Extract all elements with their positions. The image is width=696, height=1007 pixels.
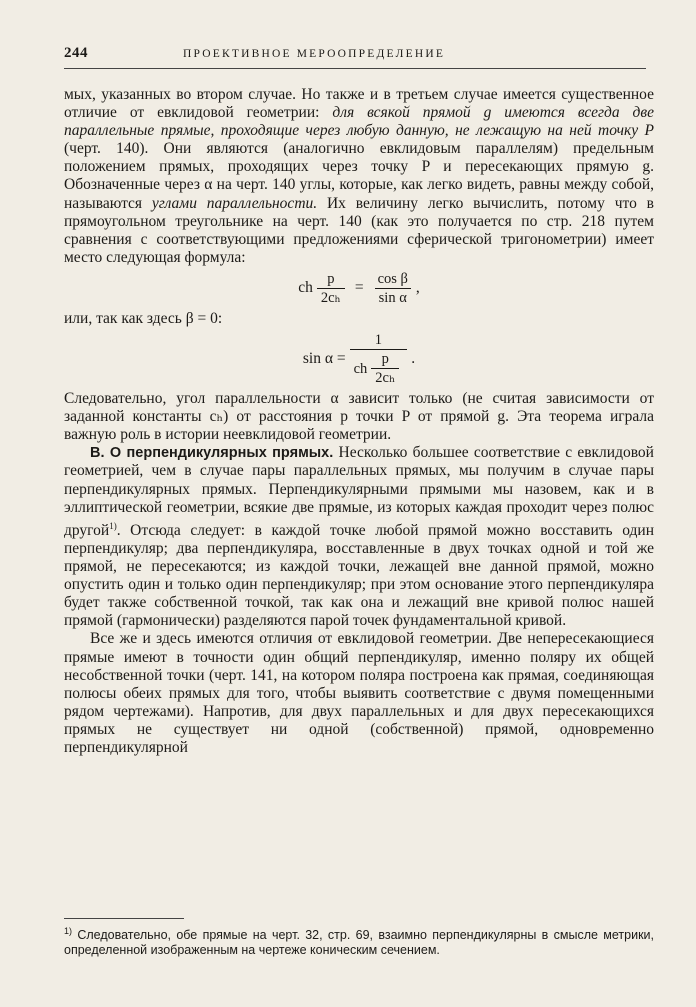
running-head: ПРОЕКТИВНОЕ МЕРООПРЕДЕЛЕНИЕ bbox=[183, 48, 446, 60]
footnote-marker: 1) bbox=[109, 520, 117, 531]
page-header bbox=[64, 45, 646, 62]
paragraph-1: мых, указанных во втором случае. Но также и в третьем случае имеется существенное отличие от евклидовой геометрии: для всякой прямой g имеются всегда две параллельные прямые, проходящие через любую данную, не лежащую на ней точку P (черт. 140). Они являются (аналогично евклидовым параллелям) предельным положением прямых, проходящих через точку P и пересекающих прямую g. Обозначенные через α на черт. 140 углы, которые, как легко видеть, равны между собой, называются углами параллельности. Их величину легко вычислить, потому что в прямоугольном треугольнике на черт. 140 (как это получается по стр. 218 путем сравнения с соответствующими предложениями сферической тригонометрии) имеет место следующая формула: bbox=[64, 86, 654, 266]
footnote-rule bbox=[64, 918, 184, 919]
section-heading: B. О перпендикулярных прямых. bbox=[90, 445, 334, 462]
fraction: 1 ch $\frac{p}{\text{2cₕ}}$ bbox=[350, 332, 408, 386]
formula-2: sin α = 1 ch $\frac{p}{\text{2cₕ}}$ . bbox=[302, 332, 416, 387]
formula-1: ch $\frac{p}{\text{2cₕ}}$ = $\frac{\text{cos β}}{\text{sin α}}$ , bbox=[298, 270, 420, 306]
italic-term: углами параллельности. bbox=[151, 194, 318, 212]
page-number: 244 bbox=[64, 45, 88, 61]
header-rule bbox=[64, 68, 646, 69]
footnote: $^{1)}$ Следовательно, обе прямые на черт. 32, стр. 69, взаимно перпендикулярны в смысле метрики, определенной изображенным на чертеже коническим сечением. bbox=[64, 926, 654, 958]
paragraph-4: Все же и здесь имеются отличия от евклидовой геометрии. Две непересекающиеся прямые имеют в точности один общий перпендикуляр, именно поляру их общей несобственной точки (черт. 141, на котором поляра построена как прямая, соединяющая полюсы обеих прямых для того, чтобы выявить соответствие с двумя помещенными рядом чертежами). Напротив, для двух параллельных и для двух пересекающихся прямых не существует ни одной (собственной) прямой, одновременно перпендикулярной bbox=[64, 630, 654, 756]
fraction: $\frac{p}{\text{2cₕ}}$ bbox=[317, 271, 345, 306]
or-line: или, так как здесь β = 0: bbox=[64, 309, 223, 327]
italic-statement: для всякой прямой g имеются всегда две параллельные прямые, проходящие через любую данную, не лежащую на ней точку P bbox=[64, 104, 654, 140]
fraction: $\frac{\text{cos β}}{\text{sin α}}$ bbox=[374, 271, 412, 306]
body-text bbox=[64, 86, 654, 757]
paragraph-2: Следовательно, угол параллельности α зависит только (не считая зависимости от заданной константы cₕ) от расстояния p точки P от прямой g. Эта теорема играла важную роль в истории неевклидовой геометрии. bbox=[64, 390, 654, 444]
paragraph-3: B. О перпендикулярных прямых. Несколько большее соответствие с евклидовой геометрией, чем в случае пары параллельных прямых, мы получим в случае пары перпендикулярных прямых. Перпендикулярными прямыми мы назовем, как и в эллиптической геометрии, всякие две прямые, из которых каждая проходит через полюс другой$^{1)}$. Отсюда следует: в каждой точке любой прямой можно восставить один перпендикуляр; два перпендикуляра, восставленные в двух точках одной и той же прямой, не пересекаются; из каждой точки, лежащей вне данной прямой, можно опустить один и только один перпендикуляр; при этом основание этого перпендикуляра будет также собственной точкой, так как она и лежащий вне кривой полюс нашей прямой (гармонически) разделяются парой точек фундаментальной кривой. bbox=[64, 444, 654, 630]
